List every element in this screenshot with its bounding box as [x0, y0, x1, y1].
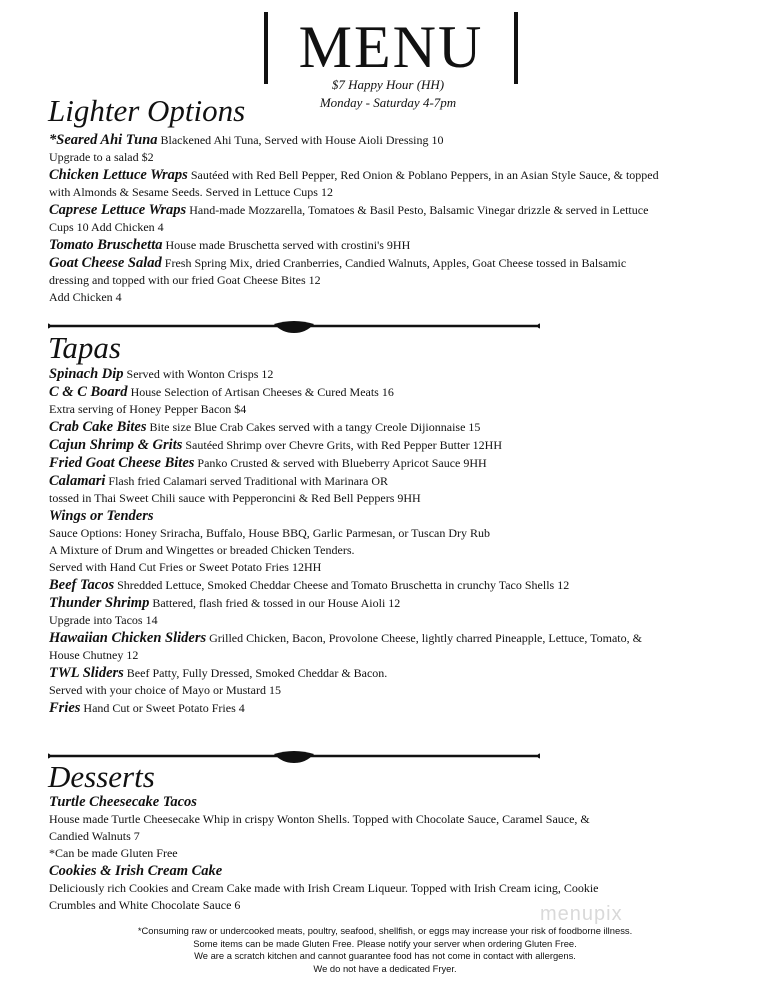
section-title-tapas: Tapas: [48, 330, 121, 365]
menu-item: Fries Hand Cut or Sweet Potato Fries 4: [49, 700, 245, 716]
happy-hour-days: Monday - Saturday 4-7pm: [319, 95, 457, 110]
menu-item: Thunder Shrimp Battered, flash fried & tossed in our House Aioli 12 Upgrade into Tacos 14: [49, 595, 401, 627]
allergen-footer: [100, 925, 670, 975]
menu-item: *Seared Ahi Tuna Blackened Ahi Tuna, Served with House Aioli Dressing 10 Upgrade to a salad $2: [49, 132, 444, 164]
lighter-items: [49, 132, 659, 306]
menu-item: Turtle Cheesecake Tacos House made Turtle Cheesecake Whip in crispy Wonton Shells. Topped with Chocolate Sauce, Caramel Sauce, & Candied Walnuts 7 *Can be made Gluten Free: [49, 794, 590, 860]
menu-item: Fried Goat Cheese Bites Panko Crusted & served with Blueberry Apricot Sauce 9HH: [49, 455, 487, 471]
menu-item: TWL Sliders Beef Patty, Fully Dressed, Smoked Cheddar & Bacon. Served with your choice of Mayo or Mustard 15: [49, 665, 388, 697]
menu-item: Cookies & Irish Cream Cake Deliciously rich Cookies and Cream Cake made with Irish Cream Liqueur. Topped with Irish Cream icing, Cookie Crumbles and White Chocolate Sauce 6: [49, 863, 599, 912]
menu-item: Wings or Tenders Sauce Options: Honey Sriracha, Buffalo, House BBQ, Garlic Parmesan, or Tuscan Dry Rub A Mixture of Drum and Wingettes or breaded Chicken Tenders. Served with Hand Cut Fries or Sweet Potato Fries 12HH: [49, 508, 491, 574]
footer-line: We do not have a dedicated Fryer.: [313, 962, 457, 974]
menu-title: MENU: [264, 12, 518, 84]
menu-item: Caprese Lettuce Wraps Hand-made Mozzarella, Tomatoes & Basil Pesto, Balsamic Vinegar drizzle & served in Lettuce Cups 10 Add Chicken 4: [49, 202, 649, 234]
menu-item: Tomato Bruschetta House made Bruschetta served with crostini's 9HH: [49, 237, 411, 253]
footer-line: *Consuming raw or undercooked meats, poultry, seafood, shellfish, or eggs may increase your risk of foodborne illness.: [137, 925, 633, 936]
footer-line: We are a scratch kitchen and cannot guarantee food has not come in contact with allergens.: [194, 950, 576, 961]
section-title-desserts: Desserts: [48, 759, 155, 794]
menu-item: Cajun Shrimp & Grits Sautéed Shrimp over Chevre Grits, with Red Pepper Butter 12HH: [49, 437, 502, 453]
menu-item: Crab Cake Bites Bite size Blue Crab Cakes served with a tangy Creole Dijionnaise 15: [49, 419, 481, 435]
footer-line: Some items can be made Gluten Free. Please notify your server when ordering Gluten Free.: [193, 937, 577, 949]
section-title-lighter: Lighter Options: [48, 93, 246, 128]
watermark: menupix: [540, 903, 623, 925]
dessert-items: [49, 794, 624, 914]
menu-item: Beef Tacos Shredded Lettuce, Smoked Cheddar Cheese and Tomato Bruschetta in crunchy Taco Shells 12: [49, 577, 570, 593]
tapas-items: [49, 366, 659, 717]
menu-item: Chicken Lettuce Wraps Sautéed with Red Bell Pepper, Red Onion & Poblano Peppers, in an Asian Style Sauce, & topped with Almonds & Sesame Seeds. Served in Lettuce Cups 12: [49, 167, 659, 199]
ornament-divider: [48, 320, 540, 334]
menu-item: Hawaiian Chicken Sliders Grilled Chicken, Bacon, Provolone Cheese, lightly charred Pineapple, Lettuce, Tomato, & House Chutney 12: [49, 630, 642, 662]
menu-item: Goat Cheese Salad Fresh Spring Mix, dried Cranberries, Candied Walnuts, Apples, Goat Cheese tossed in Balsamic dressing and topped with our fried Goat Cheese Bites 12 Add Chicken 4: [49, 255, 627, 304]
menu-item: Spinach Dip Served with Wonton Crisps 12: [49, 366, 274, 382]
happy-hour-label: $7 Happy Hour (HH): [331, 77, 445, 92]
menu-item: C & C Board House Selection of Artisan Cheeses & Cured Meats 16 Extra serving of Honey Pepper Bacon $4: [49, 384, 394, 416]
menu-item: Calamari Flash fried Calamari served Traditional with Marinara OR tossed in Thai Sweet Chili sauce with Pepperoncini & Red Bell Peppers 9HH: [49, 473, 421, 505]
